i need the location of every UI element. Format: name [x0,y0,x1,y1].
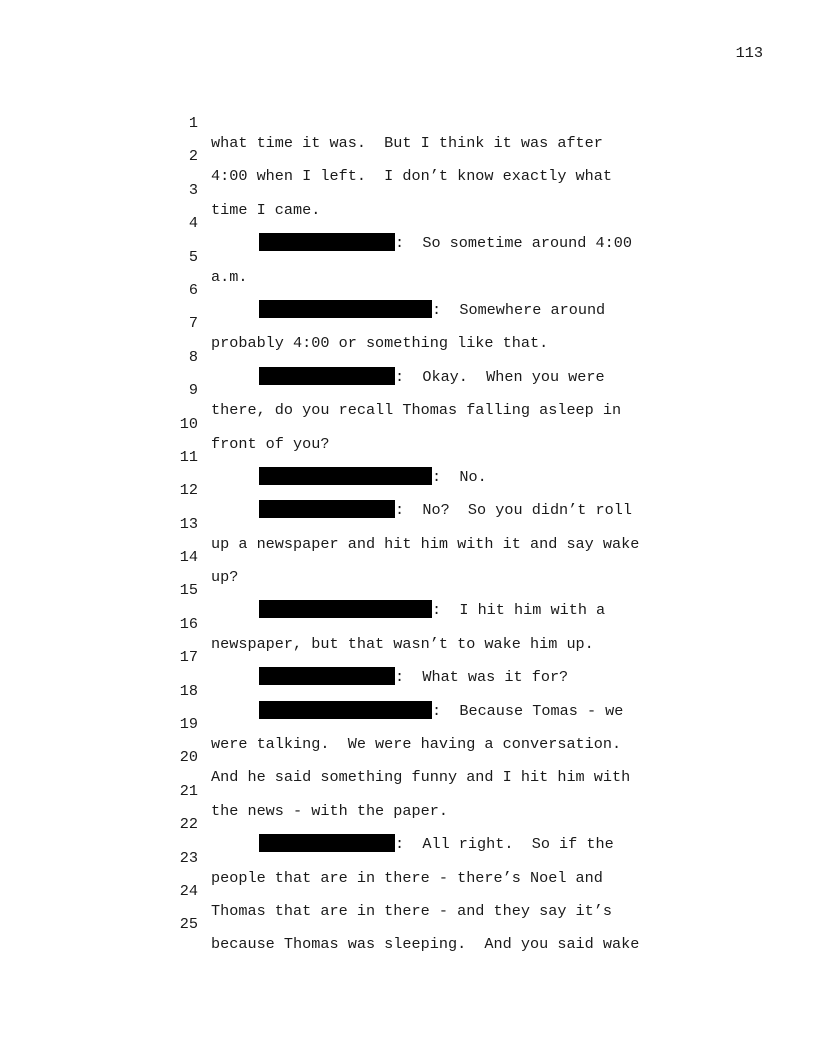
speaker-statement: : What was it for? [395,668,569,687]
transcript-body [170,93,690,954]
line-number: 8 [188,347,198,366]
line-number: 25 [179,915,198,934]
transcript-line [170,794,690,854]
speaker-statement: : So sometime around 4:00 [395,234,632,253]
transcript-line [170,627,690,687]
transcript-line [170,360,690,420]
line-number: 19 [179,715,198,734]
line-text: there, do you recall Thomas falling asleep in [211,401,622,420]
speaker-statement: : Okay. When you were [395,367,605,386]
line-number: 1 [188,114,198,132]
transcript-line [170,694,690,754]
line-text: probably 4:00 or something like that. [211,334,549,353]
transcript-line [170,394,690,453]
line-number: 7 [188,314,198,333]
line-text: were talking. We were having a conversation. [211,735,622,754]
transcript-line [170,93,690,152]
line-text: front of you? [211,434,330,453]
line-text: up? [211,568,239,587]
transcript-line [170,494,690,553]
line-number: 6 [188,280,198,299]
transcript-line [170,193,690,253]
speaker-statement: : Because Tomas - we [432,701,624,720]
transcript-line [170,560,690,620]
line-number: 21 [179,781,198,800]
line-text: 4:00 when I left. I don’t know exactly what [211,167,613,186]
transcript-line [170,527,690,587]
line-text: what time it was. But I think it was after [211,134,603,152]
transcript-line [170,160,690,219]
page-number: 113 [735,44,763,62]
line-text: And he said something funny and I hit him with [211,768,631,787]
line-number: 2 [188,147,198,166]
line-number: 14 [179,548,198,567]
line-number: 24 [179,881,198,900]
transcript-line [170,861,690,920]
transcript-line [170,293,690,353]
transcript-line [170,828,690,887]
line-number: 9 [188,381,198,400]
line-text: Thomas that are in there - and they say it’s [211,901,613,920]
speaker-statement: : Somewhere around [432,300,606,319]
line-number: 13 [179,514,198,533]
line-number: 17 [179,648,198,667]
line-text: newspaper, but that wasn’t to wake him up. [211,634,594,653]
transcript-line [170,894,690,954]
transcript-line [170,260,690,319]
line-number: 10 [179,414,198,433]
line-number: 16 [179,614,198,633]
transcript-line [170,460,690,520]
transcript-line [170,761,690,820]
line-text: the news - with the paper. [211,801,448,820]
line-number: 3 [188,180,198,199]
line-number: 15 [179,581,198,600]
transcript-line [170,594,690,653]
transcript-line [170,126,690,186]
line-number: 22 [179,815,198,834]
speaker-statement: : No? So you didn’t roll [395,501,632,520]
line-number: 5 [188,247,198,266]
transcript-line [170,427,690,486]
line-number: 18 [179,681,198,700]
line-number: 20 [179,748,198,767]
speaker-statement: : I hit him with a [432,601,606,620]
line-text: up a newspaper and hit him with it and say wake [211,534,640,553]
line-number: 4 [188,214,198,233]
line-text: people that are in there - there’s Noel and [211,868,603,887]
transcript-line [170,727,690,787]
transcript-line [170,327,690,386]
line-text: a.m. [211,267,248,286]
transcript-line [170,661,690,720]
speaker-statement: : No. [432,467,487,486]
speaker-statement: : All right. So if the [395,835,614,854]
line-text: time I came. [211,200,321,219]
transcript-line [170,227,690,286]
line-number: 11 [179,447,198,466]
line-number: 12 [179,481,198,500]
line-text: because Thomas was sleeping. And you said wake [211,935,640,954]
line-number: 23 [179,848,198,867]
